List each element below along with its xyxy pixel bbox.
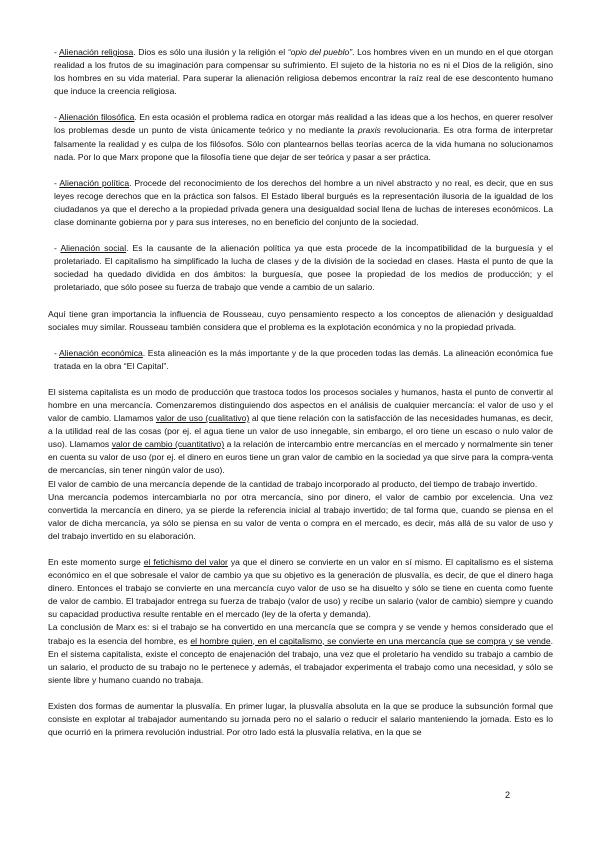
opium-quote: “opio del pueblo”	[287, 47, 353, 57]
paragraph-text: . Procede del reconocimiento de los derechos del hombre a un nivel abstracto y no real, es decir, que en sus leyes recoge derechos que en la práctica son falsos. El Estado liberal burgués es la representación ilusoria de la igualdad de los ciudadanos ya que el derecho a la propiedad privada genera una desigualdad social llena de luchas de intereses económicos. La clase dominante gobierna por y para sus intereses, no en beneficio del conjunto de la sociedad.	[54, 177, 553, 228]
paragraph-text: . Los hombres viven en un mundo en el que otorgan realidad a los frutos de su imaginación para compensar su sufrimiento. El sujeto de la historia no es ni el Dios de la religión, sino los hombres en su vida material. Para superar la alienación religiosa debemos encontrar la raíz real de ese descontento humano que induce la creencia religiosa.	[54, 47, 553, 97]
money-paragraph: Una mercancía podemos intercambiarla no por otra mercancía, sino por dinero, el valor de cambio por excelencia. Una vez convertida la mercancía en dinero, ya se pierde la referencia inicial al trabajo invertido; de tal forma que, cuando se piensa en el valor de dicha mercancía, ya sólo se piensa en su valor de venta o compra en el mercado, es decir, más allá de su valor de uso y del trabajo invertido en su elaboración.	[48, 491, 553, 541]
fetishism-term: el fetichismo del valor	[143, 557, 228, 567]
paragraph-text: al que tiene relación con la satisfacción de las necesidades humanas, es decir, a la utilidad real de las cosas (por ej. el agua tiene un valor de uso innegable, sin embargo, el oro tiene un escaso o nulo valor de uso). Llamamos	[48, 413, 554, 450]
exchange-value-term: valor de cambio (cuantitativo)	[111, 439, 225, 450]
fetishism-section	[48, 556, 553, 687]
paragraph-text: El sistema capitalista es un modo de producción que trastoca todos los procesos sociales y humanos, hasta el punto de convertir al hombre en una mercancía. Comenzaremos distinguiendo dos aspectos en el análisis de cualquier mercancía: el valor de uso y el valor de cambio. Llamamos	[48, 386, 553, 424]
religious-alienation-term: Alienación religiosa	[58, 47, 134, 57]
list-dash: -	[54, 47, 59, 57]
paragraph-text: La conclusión de Marx es: si el trabajo se ha convertido en una mercancía que se compra y se vende y hemos considerado que el trabajo es la esencia del hombre, es	[48, 622, 553, 646]
social-alienation-paragraph	[48, 242, 553, 294]
capitalism-section	[48, 386, 553, 543]
list-dash: -	[54, 243, 61, 254]
paragraph-text: . Dios es sólo una ilusión y la religión el	[133, 47, 288, 57]
paragraph-text: . Es la causante de la alienación política ya que esta procede de la incompatibilidad de la burguesía y el proletariado. El capitalismo ha simplificado la lucha de clases y de la división de la sociedad en clases. Hasta el punto de que la sociedad ha quedado dividida en dos ámbitos: la burguesía, que posee la propiedad de los medios de producción; y el proletariado, que sólo posee su fuerza de trabajo que vende a cambio de un salario.	[54, 243, 554, 293]
praxis-term: praxis	[357, 125, 381, 136]
exchange-value-paragraph: El valor de cambio de una mercancía depende de la cantidad de trabajo incorporado al producto, del tiempo de trabajo invertido.	[48, 478, 538, 489]
use-value-term: valor de uso (cualitativo)	[155, 413, 250, 424]
plusvalia-paragraph: Existen dos formas de aumentar la plusvalía. En primer lugar, la plusvalía absoluta en la que se produce la subsunción formal que consiste en explotar al trabajador aumentando su jornada pero no el salario o reducir el salario manteniendo la jornada. Esto es lo que ocurrió en la primera revolución industrial. Por otro lado está la plusvalía relativa, en la que se	[48, 700, 553, 738]
rousseau-paragraph: Aquí tiene gran importancia la influencia de Rousseau, cuyo pensamiento respecto a los conceptos de alienación y desigualdad sociales muy similar. Rousseau también considera que el problema es la explotación económica y no la propiedad privada.	[48, 308, 553, 332]
conclusion-underlined: el hombre quien, en el capitalismo, se convierte en una mercancía que se compra y se vende	[190, 635, 551, 646]
social-alienation-term: Alienación social	[60, 243, 127, 254]
paragraph-text: . En el sistema capitalista, existe el concepto de enajenación del trabajo, una vez que el proletario ha vendido su trabajo a cambio de un salario, el producto de su trabajo no le pertenece y además, el trabajador experimenta el trabajo como una necesidad, y sólo se siente libre y humano cuando no trabaja.	[48, 635, 553, 685]
paragraph-text: a la relación de intercambio entre mercancías en el mercado y normalmente sin tener en cuenta su valor de uso (por ej. el dinero en euros tiene un gran valor de cambio en la sociedad ya que sirve para la compra-venta de mercancías, sin tener ningún valor de uso).	[48, 439, 553, 476]
list-dash: -	[54, 347, 59, 358]
political-alienation-paragraph	[48, 177, 553, 229]
political-alienation-term: Alienación política	[59, 177, 130, 188]
paragraph-text: ya que el dinero se convierte en un valor en sí mismo. El capitalismo es el sistema económico en el que sobresale el valor de cambio ya que su objetivo es la generación de plusvalía, es decir, de que el dinero haga dinero. Entonces el trabajo se convierte en una mercancía cuyo valor de uso se ha disuelto y sólo se tiene en cuenta como fuente de valor de cambio. El trabajador entrega su fuerza de trabajo (valor de uso) y recibe un salario (valor de cambio) siempre y cuando su capacidad productiva resulte rentable en el mercado (ley de la oferta y demanda).	[48, 557, 553, 620]
paragraph-text: . Esta alineación es la más importante y de la que proceden todas las demás. La alineación económica fue tratada en la obra “El Capital”.	[54, 347, 553, 371]
list-dash: -	[54, 112, 59, 123]
philosophical-alienation-paragraph	[48, 111, 553, 163]
document-body	[48, 46, 553, 739]
paragraph-text: revolucionaria. Es otra forma de interpretar falsamente la realidad y es culpa de los filósofos. Sólo con plantearnos bellas teorías acerca de la vida humana no solucionamos nada. Por lo que Marx propone que la filosofía tiene que dejar de ser teórica y pasar a ser práctica.	[54, 125, 553, 162]
paragraph-text: En este momento surge	[48, 557, 144, 567]
list-dash: -	[54, 177, 60, 188]
capitalism-paragraph	[48, 386, 553, 478]
economic-alienation-term: Alienación económica	[58, 347, 143, 358]
page-number: 2	[505, 790, 511, 800]
religious-alienation-paragraph	[48, 46, 553, 98]
marx-conclusion-paragraph	[48, 621, 553, 686]
economic-alienation-paragraph	[48, 347, 553, 373]
philosophical-alienation-term: Alienación filosófica	[58, 112, 135, 123]
fetishism-paragraph	[48, 556, 553, 621]
paragraph-text: . En esta ocasión el problema radica en otorgar más realidad a las ideas que a los hechos, en querer resolver los problemas desde un punto de vista únicamente teórico y no mediante la	[54, 112, 554, 136]
